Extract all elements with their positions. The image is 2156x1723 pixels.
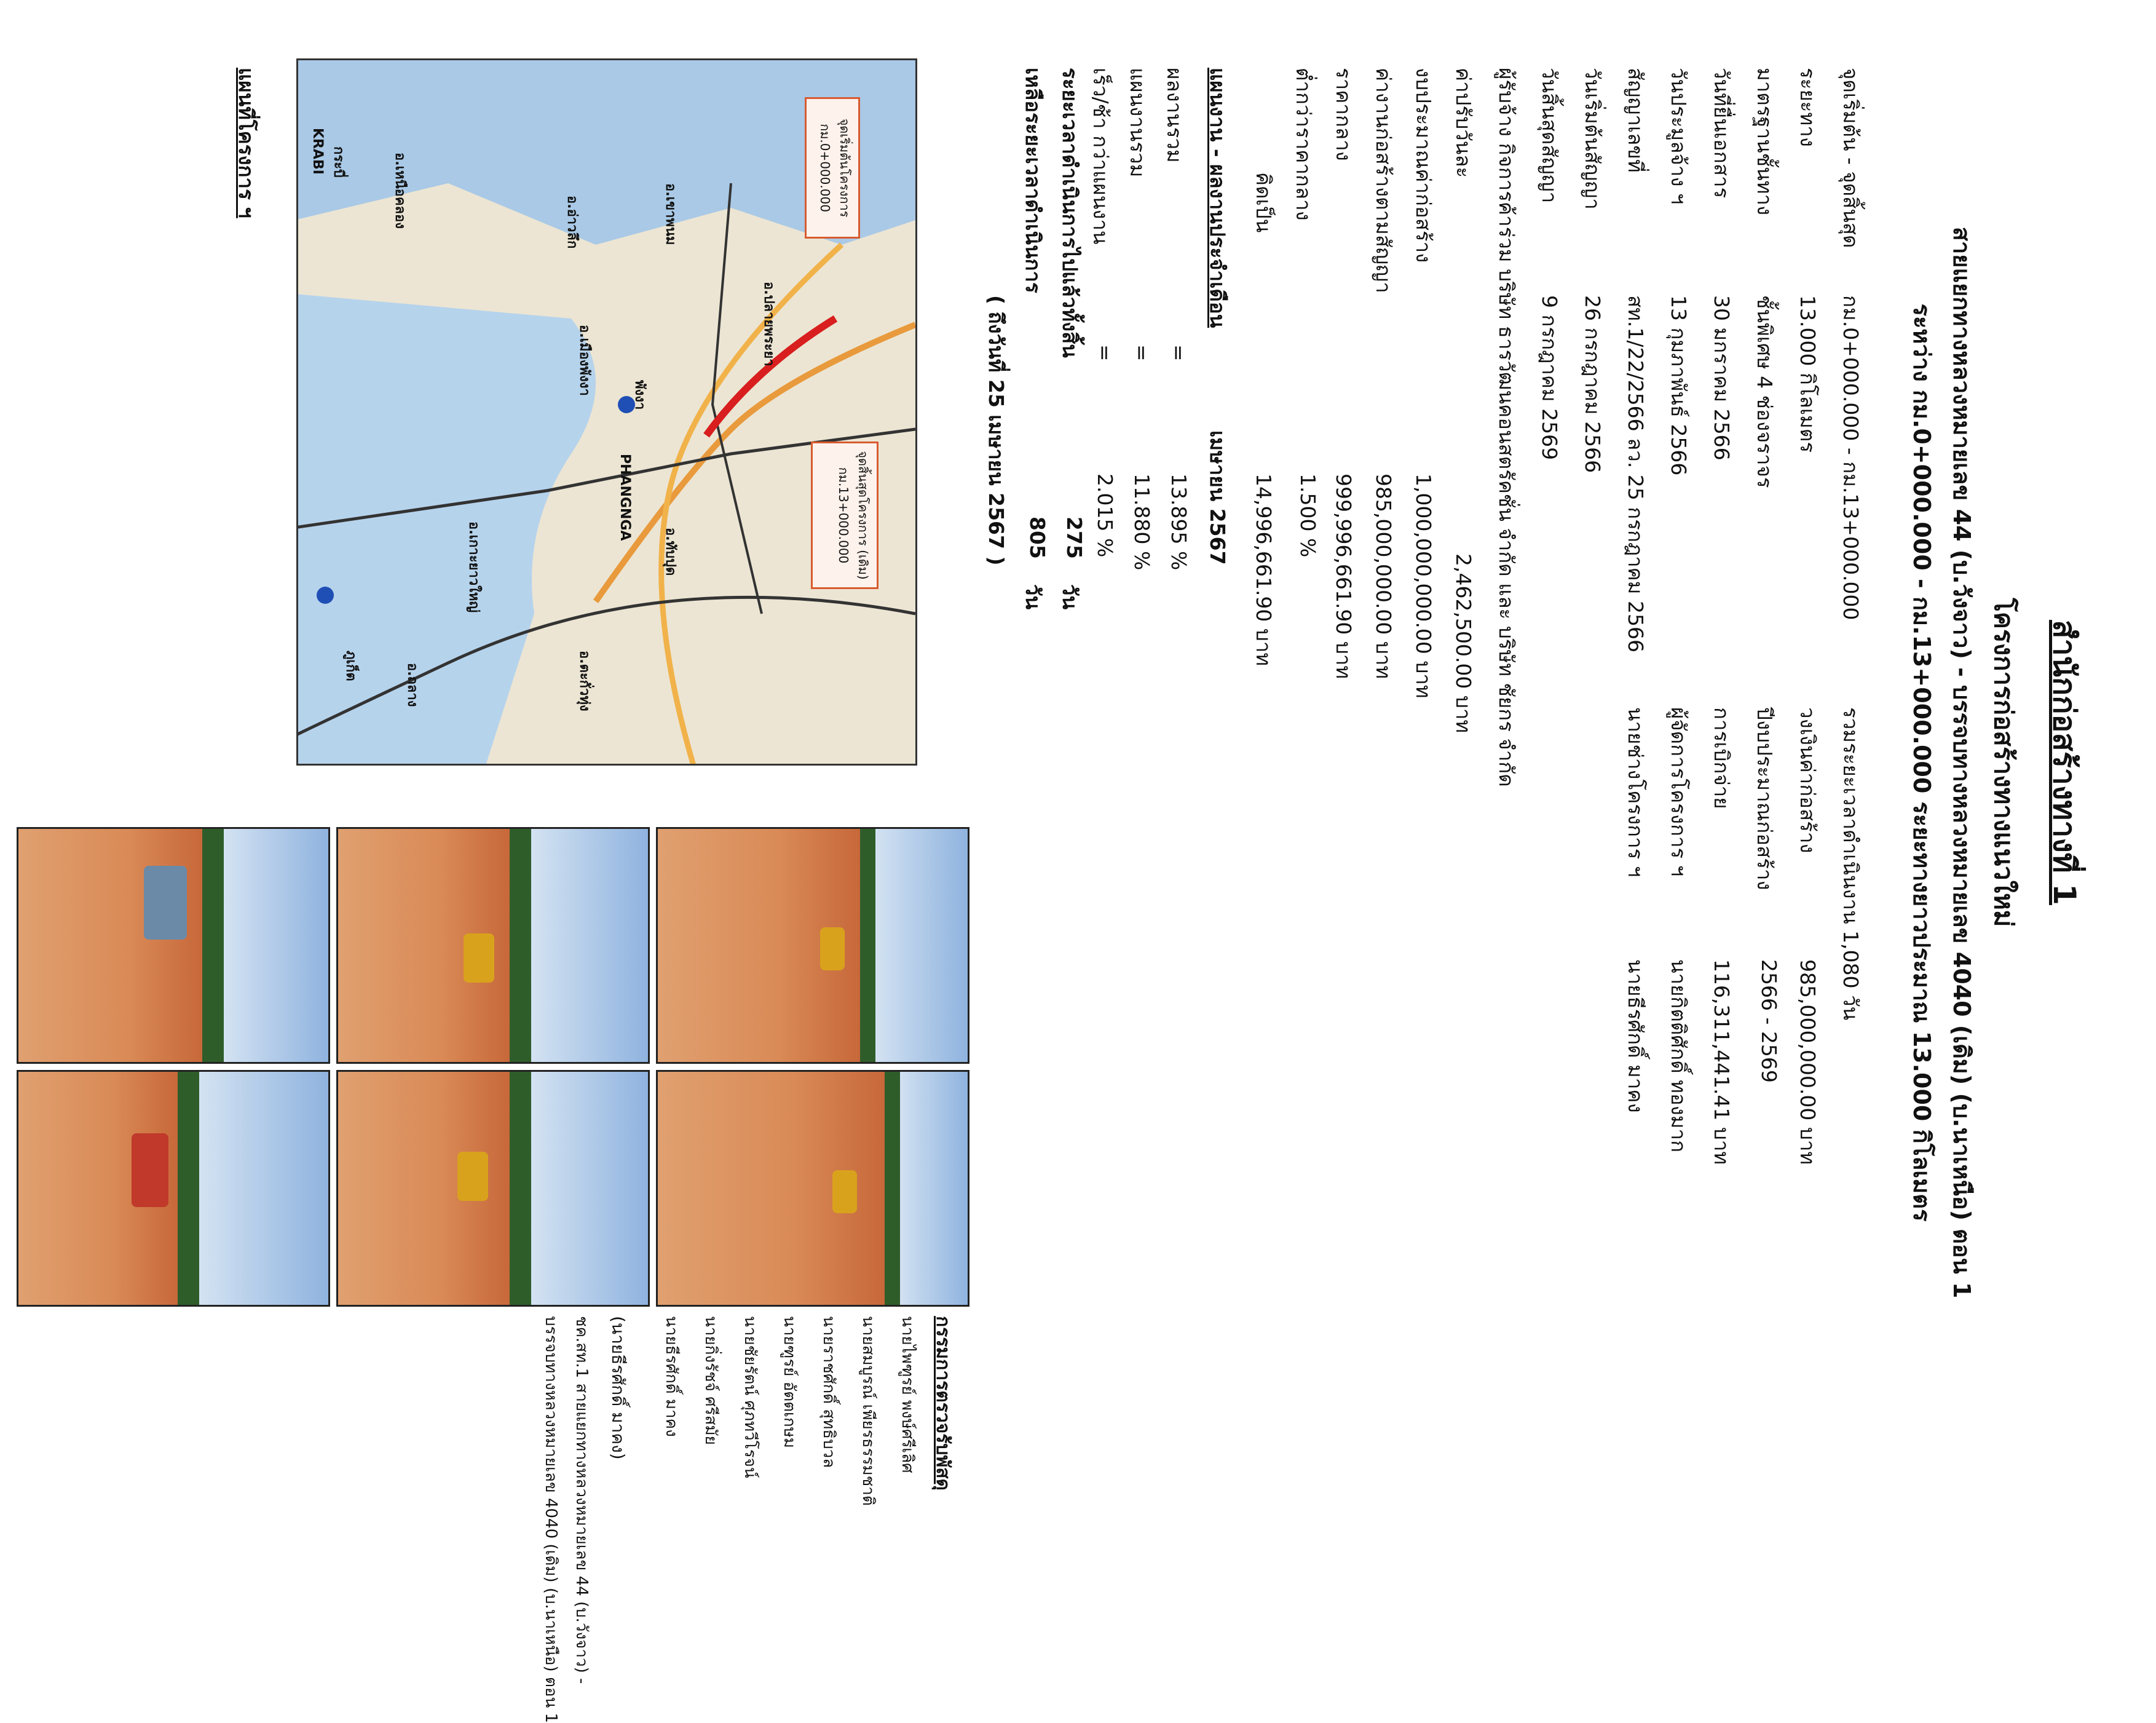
map-label-11: อ.ตะกั่วทุ่ง [577, 651, 592, 711]
progress-label: ผลงานรวม [1163, 68, 1187, 163]
member-name: นายราชศักดิ์ สุทธิบวล [819, 1316, 838, 1468]
detail-label: วันเริ่มต้นสัญญา [1581, 68, 1605, 210]
map-label-6: อ.เขาพนม [663, 183, 678, 245]
detail-value: ชั้นพิเศษ 4 ช่องจราจร [1753, 295, 1777, 488]
site-photo-6 [17, 1070, 330, 1307]
project-label: โครงการก่อสร้างทางแนวใหม่ [1989, 598, 2019, 927]
member-name: นายกิ่งรัชจ์ ศรีสมัย [701, 1316, 720, 1445]
detail-value-2: 985,000,000.00 บาท [1796, 959, 1820, 1165]
member-name: นายชัยรัตน์ ศุภทวีโรจน์ [741, 1316, 759, 1478]
map-label-3: อ.เมืองพังงา [577, 325, 592, 396]
office-title: สำนักก่อสร้างทางที่ 1 [2047, 620, 2082, 905]
detail-label: มาตรฐานชั้นทาง [1753, 68, 1777, 216]
progress-month: เมษายน 2567 [1206, 430, 1230, 565]
remain-value: 805 [1025, 517, 1049, 559]
progress-eq: = [1093, 344, 1117, 362]
progress-value: 2.015 % [1093, 473, 1117, 558]
site-photo-3 [336, 827, 650, 1064]
detail-label: ระยะทาง [1796, 68, 1820, 147]
detail-label-2: วงเงินค่าก่อสร้าง [1796, 707, 1820, 854]
section-title: ระหว่าง กม.0+000.000 - กม.13+000.000 ระยะทางยาวประมาณ 13.000 กิโลเมตร [1908, 303, 1935, 1222]
map-label-9: KRABI [310, 128, 325, 175]
detail-label-2: ปีงบประมาณก่อสร้าง [1753, 707, 1777, 890]
detail-label: สัญญาเลขที่ [1624, 68, 1648, 173]
map-label-7: อ.เหนือคลอง [392, 152, 408, 229]
progress-eq: = [1130, 344, 1154, 362]
finance-label: ราคากลาง [1332, 68, 1356, 161]
map-label-2: อ.ทับปุด [663, 528, 678, 576]
signature-line-2: บรรจบทางหลวงหมายเลข 4040 (เดิม) (บ.นาเหนือ) ตอน 1 [542, 1316, 560, 1723]
detail-value: 13.000 กิโลเมตร [1796, 295, 1820, 453]
detail-label: วันสิ้นสุดสัญญา [1538, 68, 1562, 204]
site-photo-4 [336, 1070, 650, 1307]
finance-value: 14,996,661.90 บาท [1252, 473, 1276, 667]
detail-value: 13 กุมภาพันธ์ 2566 [1667, 295, 1691, 476]
detail-value: สท.1/22/2566 ลว. 25 กรกฎาคม 2566 [1624, 295, 1648, 652]
project-title [1983, 0, 2024, 1525]
site-photo-5 [17, 827, 330, 1064]
callout-project-start: จุดเริ่มต้นโครงการ กม.0+000.000 [805, 97, 860, 239]
detail-value: 26 กรกฎาคม 2566 [1581, 295, 1605, 473]
as-of-date: ( ถึงวันที่ 25 เมษายน 2567 ) [984, 295, 1008, 566]
map-label-5: อ.ปลายพระยา [761, 282, 776, 366]
detail-value: 9 กรกฎาคม 2569 [1538, 295, 1562, 461]
detail-label: จุดเริ่มต้น - จุดสิ้นสุด [1839, 68, 1863, 248]
detail-value-2: 2566 - 2569 [1757, 959, 1781, 1083]
map-caption: แผนที่โครงการ ฯ [234, 68, 258, 218]
contractor-line: ผู้รับจ้าง กิจการค้าร่วม บริษัท ธารวัฒนคอนสตรัคชั่น จำกัด และ บริษัท ชัยกร จำกัด [1495, 68, 1518, 787]
detail-label: วันประมูลจ้าง ฯ [1667, 68, 1691, 205]
finance-label: ต่ำกว่าราคากลาง [1292, 68, 1316, 221]
progress-value: 11.880 % [1130, 473, 1154, 571]
detail-label-2: ผู้จัดการโครงการ ฯ [1667, 707, 1691, 877]
detail-value: กม.0+000.000 - กม.13+000.000 [1839, 295, 1863, 620]
member-name: นายไพฑูรย์ พงษ์ศรีเลิศ [898, 1316, 917, 1473]
callout-project-end: จุดสิ้นสุดโครงการ (เดิม) กม.13+000.000 [811, 442, 879, 589]
detail-label-2: รวมระยะเวลาดำเนินงาน 1,080 วัน [1839, 707, 1863, 1021]
finance-label: งบประมาณค่าก่อสร้าง [1412, 68, 1435, 263]
progress-eq: = [1167, 344, 1191, 362]
detail-value-2: 116,311,441.41 บาท [1710, 959, 1734, 1165]
detail-label-2: การเบิกจ่าย [1710, 707, 1734, 809]
progress-heading: แผนงาน - ผลงานประจำเดือน [1206, 68, 1230, 328]
finance-label: ค่างานก่อสร้างตามสัญญา [1372, 68, 1396, 293]
elapsed-unit: วัน [1058, 584, 1082, 610]
map-label-1: PHANGNGA [617, 454, 633, 541]
member-name: นายฑูรย์ อัตตเกษม [780, 1316, 799, 1448]
elapsed-label: ระยะเวลาดำเนินการไปแล้วทั้งสิ้น [1058, 68, 1082, 358]
progress-value: 13.895 % [1167, 473, 1191, 571]
remain-label: เหลือระยะเวลาดำเนินการ [1021, 68, 1045, 293]
finance-value: 985,000,000.00 บาท [1372, 473, 1396, 679]
map-label-8: กระบี่ [331, 146, 346, 178]
map-label-10: ภูเก็ต [343, 651, 358, 681]
project-map [296, 58, 917, 766]
remain-unit: วัน [1021, 584, 1045, 610]
progress-label: แผนงานรวม [1126, 68, 1150, 178]
member-name: นายสมบูรณ์ เพียรธรรมชาติ [859, 1316, 877, 1506]
detail-label-2: นายช่างโครงการ ฯ [1624, 707, 1648, 877]
finance-value: 1,000,000,000.00 บาท [1412, 473, 1435, 699]
map-label-13: อ.ถลาง [405, 663, 420, 707]
map-label-4: อ.อ่าวลึก [564, 196, 580, 249]
signature-name: (นายธีรศักดิ์ มาคง) [608, 1316, 628, 1460]
finance-label: คิดเป็น [1252, 172, 1276, 233]
elapsed-value: 275 [1062, 517, 1086, 559]
finance-value: 1.500 % [1296, 473, 1320, 558]
finance-value: 2,462,500.00 บาท [1451, 553, 1475, 734]
detail-label: วันที่ยื่นเอกสาร [1710, 68, 1734, 199]
member-name: นายธีรศักดิ์ มาคง [662, 1316, 681, 1437]
signature-line-1: ชค.สท.1 สายแยกทางหลวงหมายเลข 44 (บ.วังจาว) - [572, 1316, 591, 1684]
detail-value-2: นายกิตติศักดิ์ ทองมาก [1667, 959, 1691, 1153]
progress-label: เร็ว/ช้า กว่าแผนงาน [1089, 68, 1113, 245]
finance-label: ค่าปรับวันละ [1451, 68, 1475, 178]
detail-value-2: นายธีรศักดิ์ มาคง [1624, 959, 1648, 1113]
route-title: สายแยกทางหลวงหมายเลข 44 (บ.วังจาว) - บรรจบทางหลวงหมายเลข 4040 (เดิม) (บ.นาเหนือ) ตอน 1 [1948, 226, 1975, 1299]
detail-value: 30 มกราคม 2566 [1710, 295, 1734, 461]
finance-value: 999,996,661.90 บาท [1332, 473, 1356, 679]
inspection-heading: กรรมการตรวจรับพัสดุ [932, 1316, 954, 1491]
map-label-0: พังงา [632, 380, 647, 410]
site-photo-1 [656, 827, 969, 1064]
map-label-12: อ.เกาะยาวใหญ่ [466, 521, 481, 613]
site-photo-2 [656, 1070, 969, 1307]
